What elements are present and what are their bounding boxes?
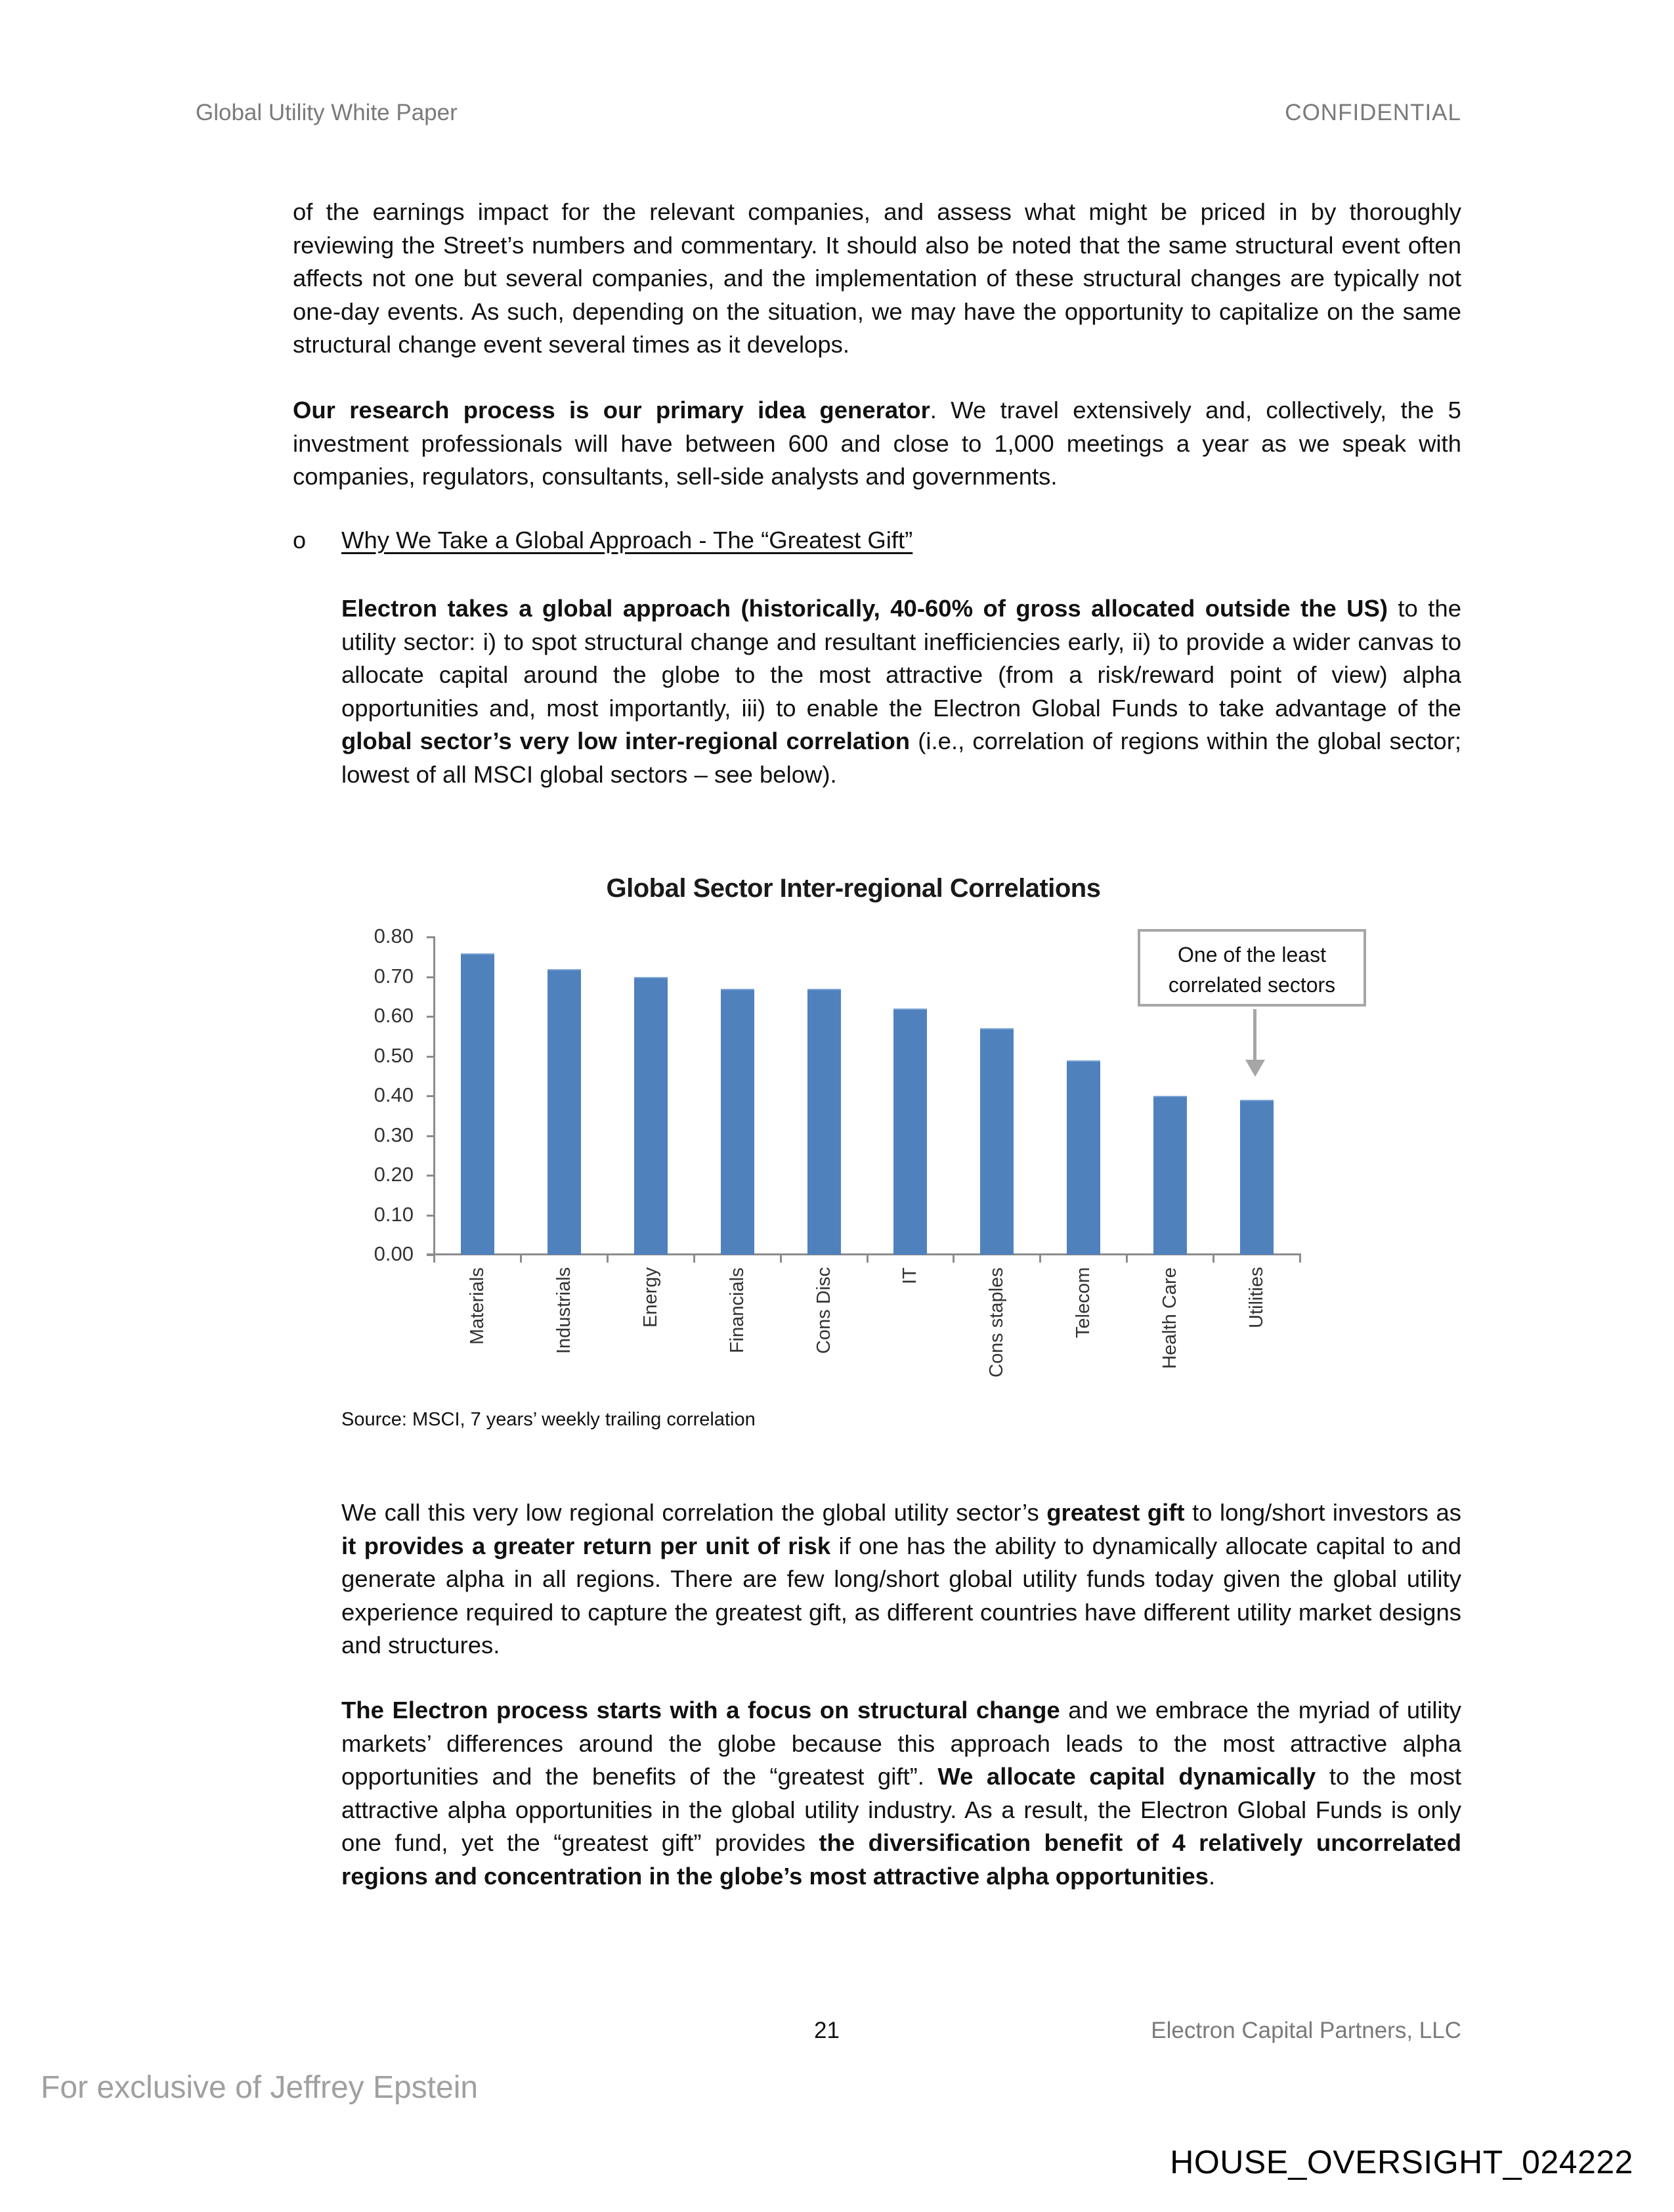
greatest-gift-text-1: We call this very low regional correlation the global utility sector’s [341,1499,1047,1526]
y-tick-label: 0.10 [374,1202,414,1226]
y-tick-label: 0.80 [374,924,414,948]
chart-title: Global Sector Inter-regional Correlations [606,874,1101,903]
y-tick-mark [427,1056,435,1058]
footer-company-name: Electron Capital Partners, LLC [1151,2018,1461,2043]
bar-cons-disc [807,989,841,1255]
x-tick-mark [693,1253,695,1263]
x-tick-mark [1039,1253,1041,1263]
y-tick-mark [427,1135,435,1137]
x-tick-mark [433,1253,435,1263]
x-tick-mark [520,1253,522,1263]
arrow-down-icon [1245,1060,1265,1077]
greatest-gift-text-3: if one has the ability to dynamically allocate capital to and generate alpha in all regions. There are few long/short global utility funds today given the global utility experience required to capture the greatest gift, as different countries have different utility market designs and structures. [341,1532,1461,1659]
annotation-callout-box [1138,929,1366,1007]
bar-telecom [1067,1060,1100,1255]
y-tick-label: 0.00 [374,1242,414,1265]
paragraph-earnings-impact: of the earnings impact for the relevant companies, and assess what might be priced in by thoroughly reviewing the Street’s numbers and commentary. It should also be noted that the same structural event often affects not one but several companies, and the implementation of these structural changes are typically not one-day events. As such, depending on the situation, we may have the opportunity to capitalize on the same structural change event several times as it develops. [293,198,1461,358]
x-tick-label: Health Care [1159,1267,1181,1369]
paragraph-global-approach [341,592,1461,791]
bar-health-care [1153,1096,1187,1255]
electron-process-text-1: and we embrace the myriad of utility markets’ differences around the globe because this approach leads to the most attractive alpha opportunities and the benefits of the “greatest gift”. [341,1697,1461,1790]
x-tick-mark [607,1253,609,1263]
y-tick-label: 0.30 [374,1123,414,1146]
confidential-label: CONFIDENTIAL [1285,100,1461,125]
watermark-text: For exclusive of Jeffrey Epstein [41,2070,479,2105]
y-tick-mark [427,1215,435,1217]
x-tick-mark [867,1253,869,1263]
x-tick-mark [1126,1253,1128,1263]
research-process-emphasis: Our research process is our primary idea generator [293,397,930,423]
x-tick-label: Telecom [1073,1267,1094,1338]
annotation-line-1: One of the least [1178,943,1326,966]
y-tick-label: 0.40 [374,1083,414,1107]
y-tick-mark [427,1016,435,1018]
x-tick-label: Cons Disc [813,1267,834,1354]
x-tick-label: Cons staples [986,1267,1008,1377]
bar-utilities [1240,1100,1274,1255]
x-tick-label: Financials [726,1267,748,1353]
paragraph-greatest-gift [341,1496,1461,1662]
x-tick-mark [953,1253,955,1263]
y-tick-label: 0.70 [374,964,414,987]
bar-cons-staples [980,1028,1014,1255]
low-correlation-text: (i.e., correlation of regions within the global sector; lowest of all MSCI global sectors – see below). [341,727,1461,788]
electron-process-text-2: to the most attractive alpha opportunities in the global utility industry. As a result, the Electron Global Funds is only one fund, yet the “greatest gift” provides [341,1763,1462,1856]
x-tick-label: IT [899,1267,921,1284]
greatest-gift-text-2: to long/short investors as [1184,1499,1461,1526]
bar-energy [634,977,668,1255]
global-approach-text: to the utility sector: i) to spot structural change and resultant inefficiencies early, ii) to provide a wider canvas to allocate capital around the globe to the most attractive (from a risk/reward point of view) alpha opportunities and, most importantly, iii) to enable the Electron Global Funds to take advantage of the [341,595,1461,722]
low-correlation-emphasis: global sector’s very low inter-regional correlation [341,727,911,754]
electron-process-text-3: . [1208,1862,1216,1890]
x-tick-mark [780,1253,782,1263]
diversification-emphasis: the diversification benefit of 4 relatively uncorrelated regions and concentration in the globe’s most attractive alpha opportunities [341,1829,1461,1890]
x-tick-label: Energy [639,1267,661,1328]
research-process-text: . We travel extensively and, collectively, the 5 investment professionals will have between 600 and close to 1,000 meetings a year as we speak with companies, regulators, consultants, sell-side analysts and governments. [293,397,1461,490]
paragraph-research-process [293,394,1461,494]
return-per-risk-emphasis: it provides a greater return per unit of risk [341,1532,831,1559]
x-tick-mark [1299,1253,1301,1263]
y-tick-label: 0.60 [374,1004,414,1028]
annotation-line-2: correlated sectors [1168,973,1336,997]
chart-source-note: Source: MSCI, 7 years’ weekly trailing correlation [341,1409,756,1430]
bar-materials [461,953,494,1255]
bar-industrials [547,969,581,1255]
global-approach-emphasis: Electron takes a global approach (historically, 40-60% of gross allocated outside the US) [341,595,1388,622]
y-tick-mark [427,1095,435,1097]
bar-it [893,1008,927,1255]
x-tick-label: Industrials [553,1267,574,1354]
bullet-circle-icon: o [293,527,307,553]
y-tick-mark [427,976,435,978]
x-tick-label: Utilities [1246,1267,1268,1328]
y-tick-mark [427,1175,435,1177]
y-tick-mark [427,936,435,938]
bates-number: HOUSE_OVERSIGHT_024222 [1170,2144,1633,2180]
x-tick-mark [1213,1253,1214,1263]
x-axis-line [427,1253,1301,1255]
allocate-dynamically-emphasis: We allocate capital dynamically [937,1763,1316,1790]
annotation-arrow-shaft [1253,1009,1256,1062]
greatest-gift-emphasis: greatest gift [1046,1499,1185,1526]
section-heading-global-approach: Why We Take a Global Approach - The “Greatest Gift” [341,527,913,553]
page-number: 21 [814,2018,840,2043]
paragraph-electron-process [341,1694,1461,1893]
y-axis-line [433,936,435,1255]
structural-change-emphasis: The Electron process starts with a focus on structural change [341,1697,1060,1724]
y-tick-mark [427,1254,435,1256]
y-tick-label: 0.50 [374,1043,414,1067]
x-tick-label: Materials [466,1267,488,1345]
y-tick-label: 0.20 [374,1163,414,1186]
running-header-title: Global Utility White Paper [196,100,458,125]
bar-financials [721,989,754,1255]
